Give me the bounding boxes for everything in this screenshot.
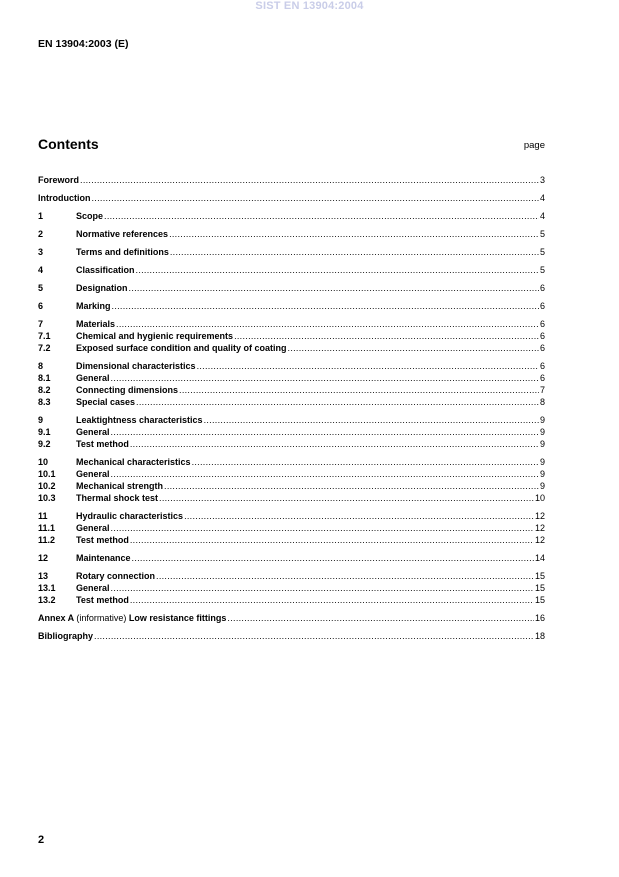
toc-entry[interactable] (38, 174, 545, 186)
toc-entry-title-wrap (76, 396, 135, 408)
toc-group (38, 246, 545, 258)
toc-entry-number: 11.1 (38, 523, 56, 533)
toc-entry-title-wrap (76, 438, 129, 450)
toc-entry-page: 12 (534, 511, 545, 521)
dot-leader (204, 414, 539, 426)
toc-entry-page: 15 (534, 571, 545, 581)
toc-entry[interactable] (38, 264, 545, 276)
toc-entry-note: (informative) (76, 613, 127, 623)
toc-entry-title-wrap (38, 192, 91, 204)
toc-entry[interactable] (38, 372, 545, 384)
dot-leader (234, 330, 539, 342)
toc-entry-title: Classification (76, 265, 135, 275)
toc-entry-page: 9 (539, 481, 545, 491)
toc-group (38, 228, 545, 240)
toc-entry[interactable] (38, 522, 545, 534)
toc-entry-title-wrap (76, 426, 110, 438)
toc-entry-number: 3 (38, 247, 44, 257)
toc-entry-title-wrap (76, 552, 131, 564)
toc-group (38, 510, 545, 546)
toc-entry-page: 18 (534, 631, 545, 641)
dot-leader (104, 210, 539, 222)
toc-entry-title-wrap (76, 264, 135, 276)
toc-entry[interactable] (38, 456, 545, 468)
dot-leader (136, 264, 539, 276)
toc-group (38, 630, 545, 642)
toc-group (38, 360, 545, 408)
toc-entry-page: 15 (534, 583, 545, 593)
toc-group (38, 456, 545, 504)
toc-entry-title-wrap (76, 522, 110, 534)
toc-entry-title: Terms and definitions (76, 247, 169, 257)
toc-entry-page: 16 (534, 613, 545, 623)
toc-entry-page: 9 (539, 457, 545, 467)
toc-entry-title-wrap (76, 570, 155, 582)
toc-entry[interactable] (38, 534, 545, 546)
toc-entry[interactable] (38, 246, 545, 258)
dot-leader (192, 456, 539, 468)
toc-entry-title: Foreword (38, 175, 80, 185)
toc-entry[interactable] (38, 318, 545, 330)
toc-entry-page: 9 (539, 427, 545, 437)
toc-entry[interactable] (38, 426, 545, 438)
toc-group (38, 174, 545, 186)
toc-entry-title-wrap (76, 228, 168, 240)
toc-entry-number: 10.3 (38, 493, 56, 503)
watermark: SIST EN 13904:2004 (255, 0, 364, 12)
page-title: Contents (38, 136, 99, 152)
dot-leader (116, 318, 539, 330)
toc-group (38, 414, 545, 450)
toc-entry[interactable] (38, 282, 545, 294)
dot-leader (197, 360, 539, 372)
toc-entry[interactable] (38, 210, 545, 222)
toc-entry-title: Introduction (38, 193, 91, 203)
toc-entry-title: Test method (76, 439, 129, 449)
toc-entry-title: General (76, 523, 110, 533)
toc-entry-number: 8.1 (38, 373, 51, 383)
dot-leader (227, 612, 534, 624)
toc-entry-number: 8.2 (38, 385, 51, 395)
toc-entry-title-wrap (76, 456, 191, 468)
toc-entry-page: 6 (539, 343, 545, 353)
toc-entry-title: General (76, 583, 110, 593)
toc-entry-title: Annex A (38, 613, 74, 623)
toc-entry-page: 3 (539, 175, 545, 185)
dot-leader (130, 534, 534, 546)
toc-group (38, 282, 545, 294)
toc-entry-title-wrap (76, 300, 111, 312)
toc-entry-title: Marking (76, 301, 111, 311)
toc-entry-title: General (76, 427, 110, 437)
toc-entry[interactable] (38, 192, 545, 204)
dot-leader (130, 594, 534, 606)
dot-leader (132, 552, 534, 564)
dot-leader (111, 522, 534, 534)
toc-entry-number: 6 (38, 301, 44, 311)
toc-entry-title: Materials (76, 319, 116, 329)
toc-entry[interactable] (38, 492, 545, 504)
toc-entry-number: 13.2 (38, 595, 56, 605)
toc-group (38, 612, 545, 624)
toc-entry-page: 9 (539, 439, 545, 449)
toc-entry-number: 1 (38, 211, 44, 221)
toc-entry-title-wrap (76, 468, 110, 480)
dot-leader (92, 192, 539, 204)
toc-entry-title-wrap (38, 612, 226, 624)
toc-entry-number: 8 (38, 361, 44, 371)
toc-entry-title: Scope (76, 211, 104, 221)
toc-entry-number: 7 (38, 319, 44, 329)
toc-entry-page: 5 (539, 229, 545, 239)
toc-entry-page: 8 (539, 397, 545, 407)
toc-entry-page: 12 (534, 535, 545, 545)
toc-entry-title: General (76, 469, 110, 479)
toc-entry[interactable] (38, 342, 545, 354)
toc-entry-title: Exposed surface condition and quality of coating (76, 343, 287, 353)
toc-entry-title-wrap (76, 480, 163, 492)
toc-entry-title: Bibliography (38, 631, 94, 641)
toc-entry-number: 7.2 (38, 343, 51, 353)
toc-entry-title-wrap (76, 582, 110, 594)
toc-entry-title-wrap (76, 360, 196, 372)
toc-entry[interactable] (38, 360, 545, 372)
toc-group (38, 264, 545, 276)
toc-entry-title: Test method (76, 595, 129, 605)
toc-entry-page: 9 (539, 469, 545, 479)
toc-entry-title: Chemical and hygienic requirements (76, 331, 234, 341)
toc-entry-title: Test method (76, 535, 129, 545)
dot-leader (179, 384, 539, 396)
dot-leader (94, 630, 534, 642)
toc-group (38, 300, 545, 312)
dot-leader (170, 246, 539, 258)
toc-entry-number: 2 (38, 229, 44, 239)
toc-entry-page: 4 (539, 193, 545, 203)
toc-group (38, 192, 545, 204)
toc-entry-page: 12 (534, 523, 545, 533)
toc-entry[interactable] (38, 330, 545, 342)
toc-group (38, 318, 545, 354)
toc-entry-title-wrap (76, 246, 169, 258)
toc-entry[interactable] (38, 594, 545, 606)
toc-entry-page: 14 (534, 553, 545, 563)
toc-entry-title: Maintenance (76, 553, 131, 563)
toc-entry-number: 7.1 (38, 331, 51, 341)
dot-leader (111, 426, 539, 438)
toc-entry-page: 10 (534, 493, 545, 503)
toc-entry-title-wrap (38, 630, 93, 642)
toc-group (38, 210, 545, 222)
toc-entry-number: 12 (38, 553, 49, 563)
toc-entry-title-wrap (76, 414, 203, 426)
dot-leader (129, 282, 539, 294)
toc-entry-title: Hydraulic characteristics (76, 511, 184, 521)
toc-entry-title: Mechanical characteristics (76, 457, 191, 467)
dot-leader (111, 582, 534, 594)
toc-entry-number: 11.2 (38, 535, 56, 545)
toc-entry[interactable] (38, 228, 545, 240)
dot-leader (184, 510, 534, 522)
dot-leader (80, 174, 539, 186)
toc-entry-title-wrap (76, 372, 110, 384)
toc-entry-title: Mechanical strength (76, 481, 164, 491)
toc-entry-title-wrap (76, 384, 178, 396)
toc-entry-subtitle: Low resistance fittings (128, 613, 227, 623)
toc-entry-page: 5 (539, 265, 545, 275)
page-number: 2 (38, 834, 45, 846)
toc-entry-title-wrap (76, 330, 233, 342)
toc-entry-title-wrap (76, 534, 129, 546)
toc-entry-page: 7 (539, 385, 545, 395)
toc-entry-title-wrap (38, 174, 79, 186)
toc-entry-page: 6 (539, 319, 545, 329)
toc-entry-number: 4 (38, 265, 44, 275)
toc-entry-title: Connecting dimensions (76, 385, 179, 395)
toc-entry-page: 6 (539, 361, 545, 371)
toc-entry-number: 9.2 (38, 439, 51, 449)
toc-entry[interactable] (38, 612, 545, 624)
toc-entry-title: Special cases (76, 397, 136, 407)
toc-entry-title: Thermal shock test (76, 493, 159, 503)
toc-entry[interactable] (38, 630, 545, 642)
toc-entry-number: 13 (38, 571, 49, 581)
toc-entry-title: General (76, 373, 110, 383)
dot-leader (159, 492, 534, 504)
toc-group (38, 552, 545, 564)
dot-leader (111, 372, 539, 384)
toc-entry-page: 6 (539, 283, 545, 293)
toc-entry-title-wrap (76, 492, 158, 504)
toc-entry-number: 9 (38, 415, 44, 425)
toc-entry-title-wrap (76, 594, 129, 606)
dot-leader (288, 342, 539, 354)
toc-entry[interactable] (38, 396, 545, 408)
toc-entry[interactable] (38, 300, 545, 312)
toc-entry-number: 13.1 (38, 583, 56, 593)
toc-entry-page: 6 (539, 331, 545, 341)
toc-entry[interactable] (38, 570, 545, 582)
toc-entry-title-wrap (76, 510, 183, 522)
toc-entry[interactable] (38, 438, 545, 450)
toc-entry-title: Leaktightness characteristics (76, 415, 203, 425)
toc-entry-page: 6 (539, 373, 545, 383)
toc-entry-page: 4 (539, 211, 545, 221)
toc-entry-number: 8.3 (38, 397, 51, 407)
toc-entry-number: 10.2 (38, 481, 56, 491)
dot-leader (130, 438, 539, 450)
toc-entry-title-wrap (76, 210, 103, 222)
toc-entry[interactable] (38, 552, 545, 564)
toc-entry[interactable] (38, 468, 545, 480)
toc-entry-page: 6 (539, 301, 545, 311)
toc-entry-title: Dimensional characteristics (76, 361, 196, 371)
toc-entry[interactable] (38, 510, 545, 522)
toc-entry-number: 5 (38, 283, 44, 293)
table-of-contents (38, 174, 545, 648)
toc-entry-title-wrap (76, 282, 128, 294)
toc-entry[interactable] (38, 480, 545, 492)
page-column-label: page (523, 140, 545, 151)
dot-leader (111, 468, 539, 480)
toc-entry[interactable] (38, 384, 545, 396)
toc-entry-title-wrap (76, 318, 115, 330)
dot-leader (112, 300, 539, 312)
toc-entry-number: 9.1 (38, 427, 51, 437)
toc-entry[interactable] (38, 414, 545, 426)
toc-group (38, 570, 545, 606)
dot-leader (164, 480, 539, 492)
toc-entry-number: 10 (38, 457, 49, 467)
toc-entry-number: 10.1 (38, 469, 56, 479)
toc-entry-title: Normative references (76, 229, 169, 239)
toc-entry-number: 11 (38, 511, 48, 521)
dot-leader (136, 396, 539, 408)
toc-entry-page: 5 (539, 247, 545, 257)
toc-entry-page: 9 (539, 415, 545, 425)
toc-entry-title: Designation (76, 283, 128, 293)
toc-entry-title: Rotary connection (76, 571, 156, 581)
toc-entry-page: 15 (534, 595, 545, 605)
toc-entry[interactable] (38, 582, 545, 594)
toc-entry-title-wrap (76, 342, 287, 354)
dot-leader (156, 570, 534, 582)
dot-leader (169, 228, 539, 240)
document-id: EN 13904:2003 (E) (38, 38, 129, 50)
